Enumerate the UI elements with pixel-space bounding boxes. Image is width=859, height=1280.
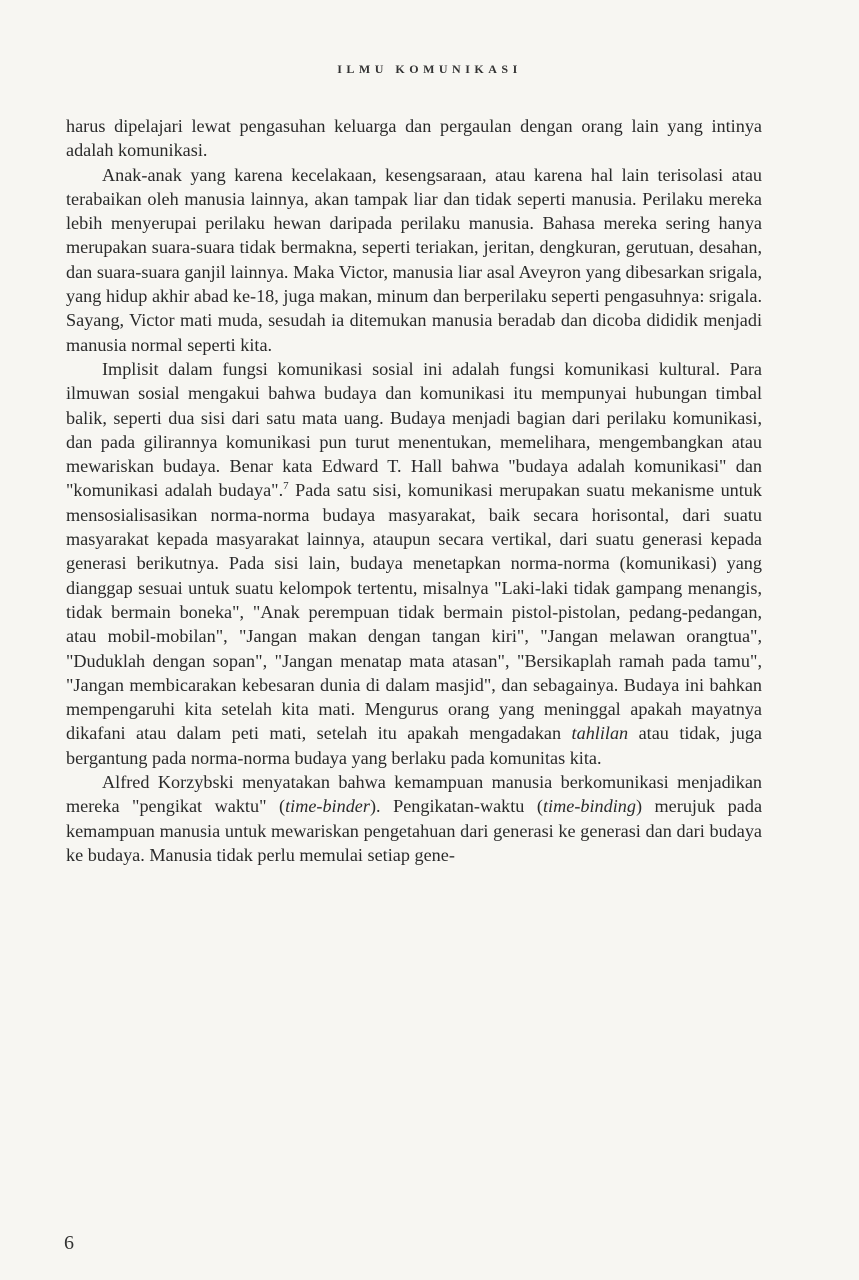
paragraph-1-text: harus dipelajari lewat pengasuhan keluarga dan pergaulan dengan orang lain yang intinya adalah komunikasi. (66, 116, 762, 161)
paragraph-1 (66, 114, 762, 163)
paragraph-4-text-c: ) merujuk pada kemampuan manusia untuk mewariskan pengetahuan dari generasi ke generasi dan dari budaya ke budaya. Manusia tidak perlu memulai setiap gene- (66, 796, 763, 865)
paragraph-4-text-b: ). Pengikatan-waktu ( (369, 796, 543, 817)
paragraph-2-text: Anak-anak yang karena kecelakaan, kesengsaraan, atau karena hal lain terisolasi atau terabaikan oleh manusia lainnya, akan tampak liar dan tidak seperti manusia. Perilaku mereka lebih menyerupai perilaku hewan daripada perilaku manusia. Bahasa mereka sering hanya merupakan suara-suara tidak bermakna, seperti teriakan, jeritan, dengkuran, gerutuan, desahan, dan suara-suara ganjil lainnya. Maka Victor, manusia liar asal Aveyron yang dibesarkan srigala, yang hidup akhir abad ke-18, juga makan, minum dan berperilaku seperti pengasuhnya: srigala. Sayang, Victor mati muda, sesudah ia ditemukan manusia beradab dan dicoba dididik menjadi manusia normal seperti kita. (66, 164, 762, 355)
footnote-marker: 7 (283, 480, 289, 493)
running-title: ILMU KOMUNIKASI (337, 62, 522, 76)
paragraph-4-text-a: Alfred Korzybski menyatakan bahwa kemampuan manusia berkomunikasi menjadikan mereka "pengikat waktu" ( (66, 772, 762, 817)
italic-term-tahlilan: tahlilan (571, 723, 629, 744)
paragraph-3-text-c: atau tidak, juga bergantung pada norma-norma budaya yang berlaku pada komunitas kita. (66, 723, 762, 768)
paragraph-3 (66, 357, 762, 770)
italic-term-time-binder: time-binder (285, 796, 370, 817)
body-text (66, 114, 762, 867)
paragraph-3-text-b: Pada satu sisi, komunikasi merupakan suatu mekanisme untuk mensosialisasikan norma-norma budaya masyarakat, baik secara horisontal, dari suatu masyarakat kepada masyarakat lainnya, ataupun secara vertikal, dari suatu generasi kepada generasi berikutnya. Pada sisi lain, budaya menetapkan norma-norma (komunikasi) yang dianggap sesuai untuk suatu kelompok tertentu, misalnya "Laki-laki tidak gampang menangis, tidak bermain boneka", "Anak perempuan tidak bermain pistol-pistolan, pedang-pedangan, atau mobil-mobilan", "Jangan makan dengan tangan kiri", "Jangan melawan orangtua", "Duduklah dengan sopan", "Jangan menatap mata atasan", "Bersikaplah ramah pada tamu", "Jangan membicarakan kebesaran dunia di dalam masjid", dan sebagainya. Budaya ini bahkan mempengaruhi kita setelah kita mati. Mengurus orang yang meninggal apakah mayatnya dikafani atau dalam peti mati, setelah itu apakah mengadakan (66, 480, 762, 744)
italic-term-time-binding: time-binding (543, 796, 636, 817)
paragraph-3-text-a: Implisit dalam fungsi komunikasi sosial ini adalah fungsi komunikasi kultural. Para ilmuwan sosial mengakui bahwa budaya dan komunikasi itu mempunyai hubungan timbal balik, seperti dua sisi dari satu mata uang. Budaya menjadi bagian dari perilaku komunikasi, dan pada gilirannya komunikasi pun turut menentukan, memelihara, mengembangkan atau mewariskan budaya. Benar kata Edward T. Hall bahwa "budaya adalah komunikasi" dan "komunikasi adalah budaya". (66, 358, 762, 501)
paragraph-2 (66, 163, 762, 357)
page-number: 6 (64, 1232, 74, 1254)
paragraph-4 (66, 770, 762, 867)
